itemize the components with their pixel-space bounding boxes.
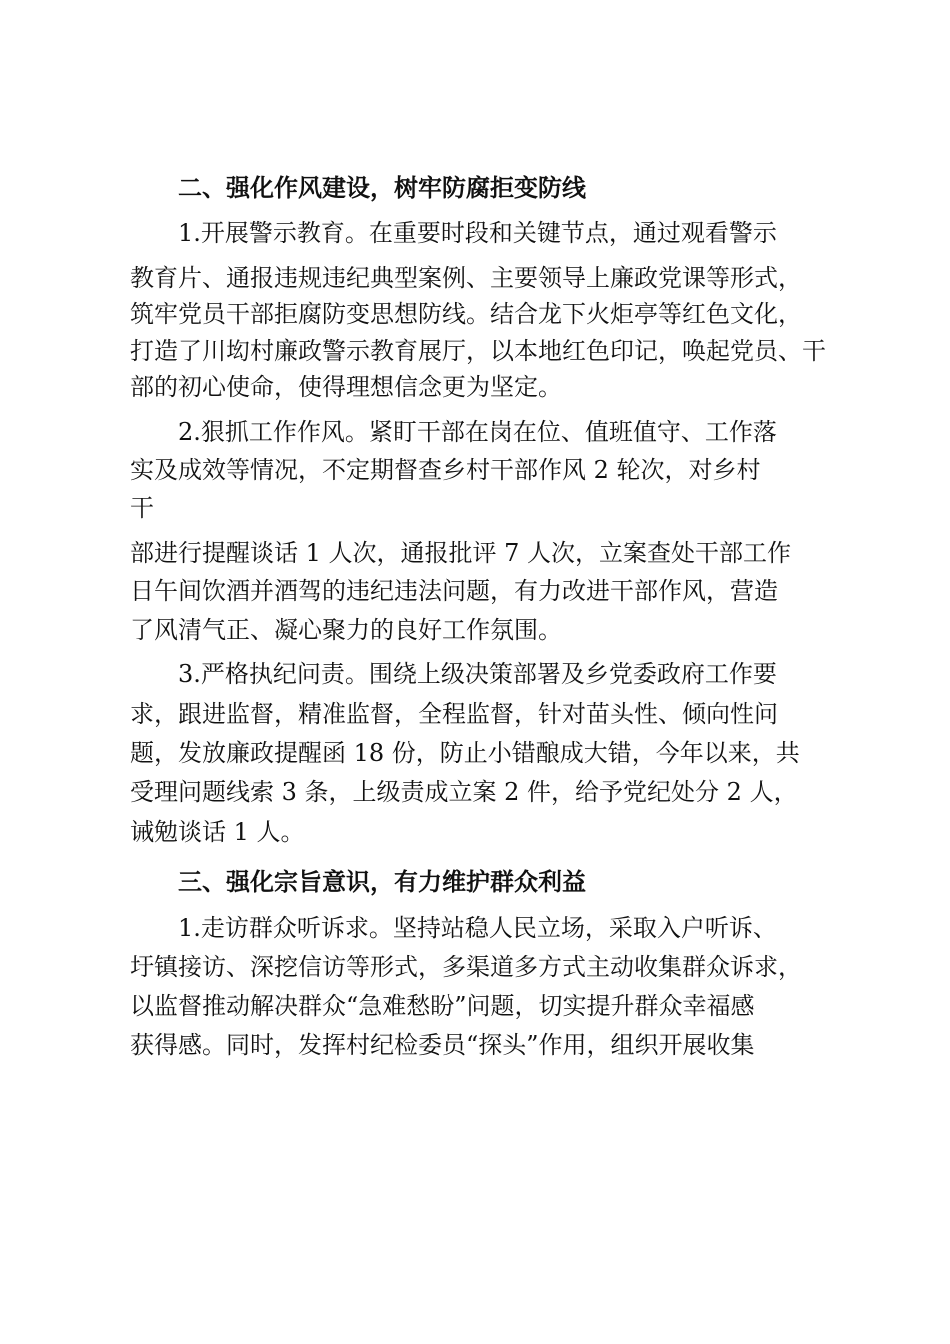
paragraph-line: 打造了川㘭村廉政警示教育展厅，以本地红色印记，唤起党员、干 — [130, 337, 826, 365]
paragraph-line: 受理问题线索 3 条，上级责成立案 2 件，给予党纪处分 2 人， — [130, 778, 798, 806]
paragraph-line: 1.走访群众听诉求。坚持站稳人民立场，采取入户听诉、 — [178, 914, 777, 942]
paragraph-line: 以监督推动解决群众“急难愁盼”问题，切实提升群众幸福感 — [130, 992, 755, 1020]
paragraph-line: 了风清气正、凝心聚力的良好工作氛围。 — [130, 616, 562, 644]
paragraph-line: 教育片、通报违规违纪典型案例、主要领导上廉政党课等形式， — [130, 264, 802, 292]
section-heading-3: 三、强化宗旨意识，有力维护群众利益 — [178, 868, 586, 896]
paragraph-line: 筑牢党员干部拒腐防变思想防线。结合龙下火炬亭等红色文化， — [130, 300, 802, 328]
paragraph-line: 实及成效等情况，不定期督查乡村干部作风 2 轮次，对乡村 — [130, 456, 761, 484]
paragraph-line: 干 — [130, 494, 154, 522]
paragraph-line: 诫勉谈话 1 人。 — [130, 818, 305, 846]
paragraph-line: 求，跟进监督，精准监督，全程监督，针对苗头性、倾向性问 — [130, 700, 778, 728]
paragraph-line: 日午间饮酒并酒驾的违纪违法问题，有力改进干部作风，营造 — [130, 577, 778, 605]
paragraph-line: 圩镇接访、深挖信访等形式，多渠道多方式主动收集群众诉求， — [130, 953, 802, 981]
paragraph-line: 2.狠抓工作作风。紧盯干部在岗在位、值班值守、工作落 — [178, 418, 777, 446]
paragraph-line: 3.严格执纪问责。围绕上级决策部署及乡党委政府工作要 — [178, 660, 777, 688]
paragraph-line: 部进行提醒谈话 1 人次，通报批评 7 人次，立案查处干部工作 — [130, 539, 792, 567]
paragraph-line: 获得感。同时，发挥村纪检委员“探头”作用，组织开展收集 — [130, 1031, 755, 1059]
section-heading-2: 二、强化作风建设，树牢防腐拒变防线 — [178, 174, 586, 202]
paragraph-line: 题，发放廉政提醒函 18 份，防止小错酿成大错，今年以来，共 — [130, 739, 800, 767]
paragraph-line: 1.开展警示教育。在重要时段和关键节点，通过观看警示 — [178, 219, 777, 247]
paragraph-line: 部的初心使命，使得理想信念更为坚定。 — [130, 373, 562, 401]
